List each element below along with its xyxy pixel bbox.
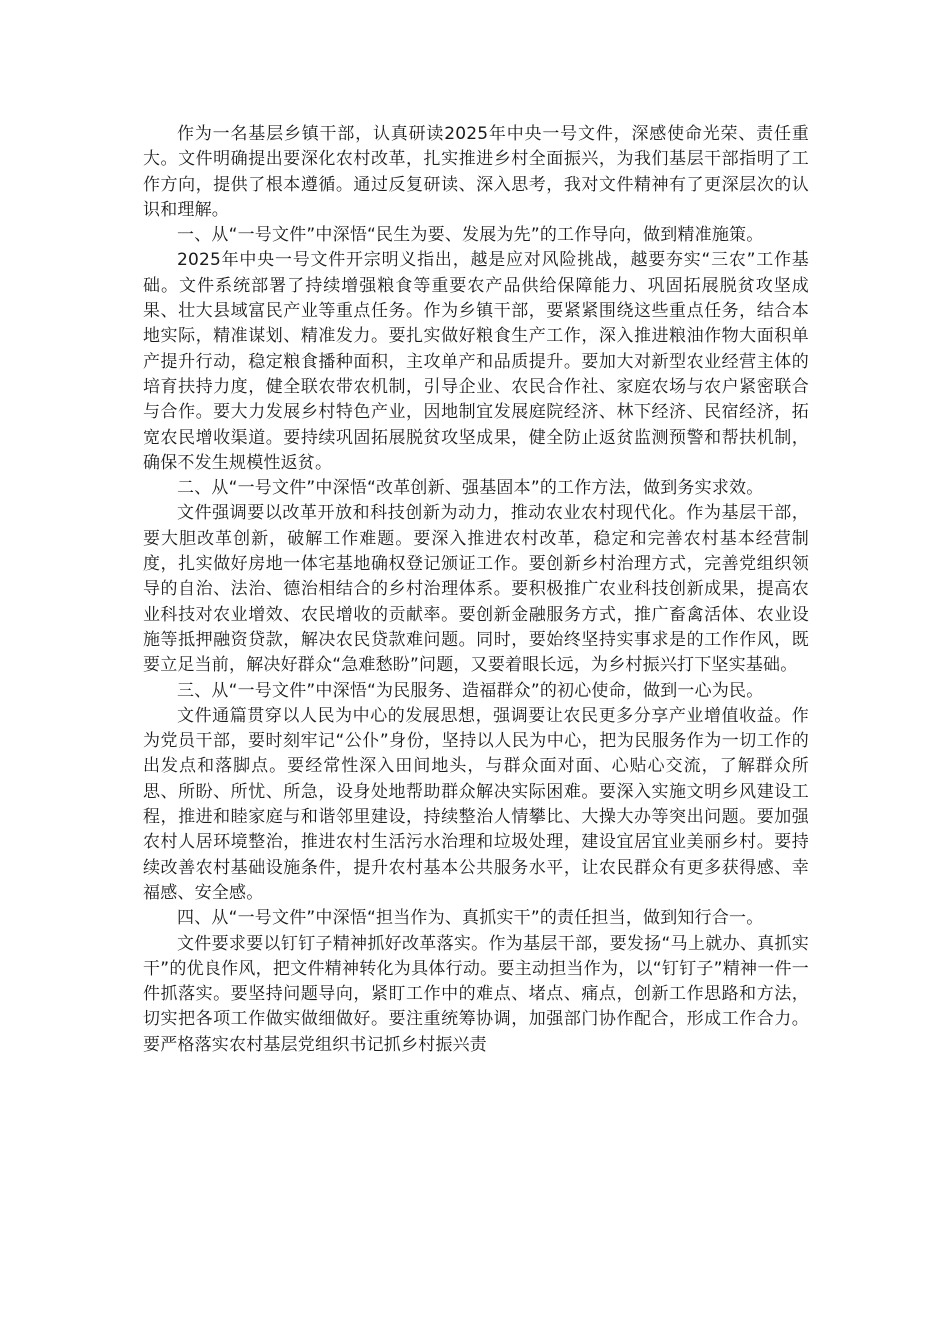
- intro-paragraph: 作为一名基层乡镇干部，认真研读2025年中央一号文件，深感使命光荣、责任重大。文件明确提出要深化农村改革，扎实推进乡村全面振兴，为我们基层干部指明了工作方向，提供了根本遵循。通过反复研读、深入思考，我对文件精神有了更深层次的认识和理解。: [143, 124, 809, 220]
- section-heading-4: 四、从“一号文件”中深悟“担当作为、真抓实干”的责任担当，做到知行合一。: [177, 908, 764, 929]
- section-body-1: 2025年中央一号文件开宗明义指出，越是应对风险挑战，越要夯实“三农”工作基础。文件系统部署了持续增强粮食等重要农产品供给保障能力、巩固拓展脱贫攻坚成果、壮大县域富民产业等重点任务。作为乡镇干部，要紧紧围绕这些重点任务，结合本地实际，精准谋划、精准发力。要扎实做好粮食生产工作，深入推进粮油作物大面积单产提升行动，稳定粮食播种面积，主攻单产和品质提升。要加大对新型农业经营主体的培育扶持力度，健全联农带农机制，引导企业、农民合作社、家庭农场与农户紧密联合与合作。要大力发展乡村特色产业，因地制宜发展庭院经济、林下经济、民宿经济，拓宽农民增收渠道。要持续巩固拓展脱贫攻坚成果，健全防止返贫监测预警和帮扶机制，确保不发生规模性返贫。: [143, 250, 809, 473]
- section-body-2: 文件强调要以改革开放和科技创新为动力，推动农业农村现代化。作为基层干部，要大胆改革创新，破解工作难题。要深入推进农村改革，稳定和完善农村基本经营制度，扎实做好房地一体宅基地确权登记颁证工作。要创新乡村治理方式，完善党组织领导的自治、法治、德治相结合的乡村治理体系。要积极推广农业科技创新成果，提高农业科技对农业增效、农民增收的贡献率。要创新金融服务方式，推广畜禽活体、农业设施等抵押融资贷款，解决农民贷款难问题。同时，要始终坚持实事求是的工作作风，既要立足当前，解决好群众“急难愁盼”问题，又要着眼长远，为乡村振兴打下坚实基础。: [143, 503, 809, 676]
- section-body-3: 文件通篇贯穿以人民为中心的发展思想，强调要让农民更多分享产业增值收益。作为党员干部，要时刻牢记“公仆”身份，坚持以人民为中心，把为民服务作为一切工作的出发点和落脚点。要经常性深入田间地头，与群众面对面、心贴心交流，了解群众所思、所盼、所忧、所急，设身处地帮助群众解决实际困难。要深入实施文明乡风建设工程，推进和睦家庭与和谐邻里建设，持续整治人情攀比、大操大办等突出问题。要加强农村人居环境整治，推进农村生活污水治理和垃圾处理，建设宜居宜业美丽乡村。要持续改善农村基础设施条件，提升农村基本公共服务水平，让农民群众有更多获得感、幸福感、安全感。: [143, 705, 809, 903]
- section-heading-1: 一、从“一号文件”中深悟“民生为要、发展为先”的工作导向，做到精准施策。: [177, 225, 764, 246]
- section-body-4: 文件要求要以钉钉子精神抓好改革落实。作为基层干部，要发扬“马上就办、真抓实干”的优良作风，把文件精神转化为具体行动。要主动担当作为，以“钉钉子”精神一件一件抓落实。要坚持问题导向，紧盯工作中的难点、堵点、痛点，创新工作思路和方法，切实把各项工作做实做细做好。要注重统筹协调，加强部门协作配合，形成工作合力。要严格落实农村基层党组织书记抓乡村振兴责: [143, 933, 809, 1055]
- section-heading-3: 三、从“一号文件”中深悟“为民服务、造福群众”的初心使命，做到一心为民。: [177, 680, 764, 701]
- document-body: [143, 122, 809, 1058]
- section-heading-2: 二、从“一号文件”中深悟“改革创新、强基固本”的工作方法，做到务实求效。: [177, 478, 764, 499]
